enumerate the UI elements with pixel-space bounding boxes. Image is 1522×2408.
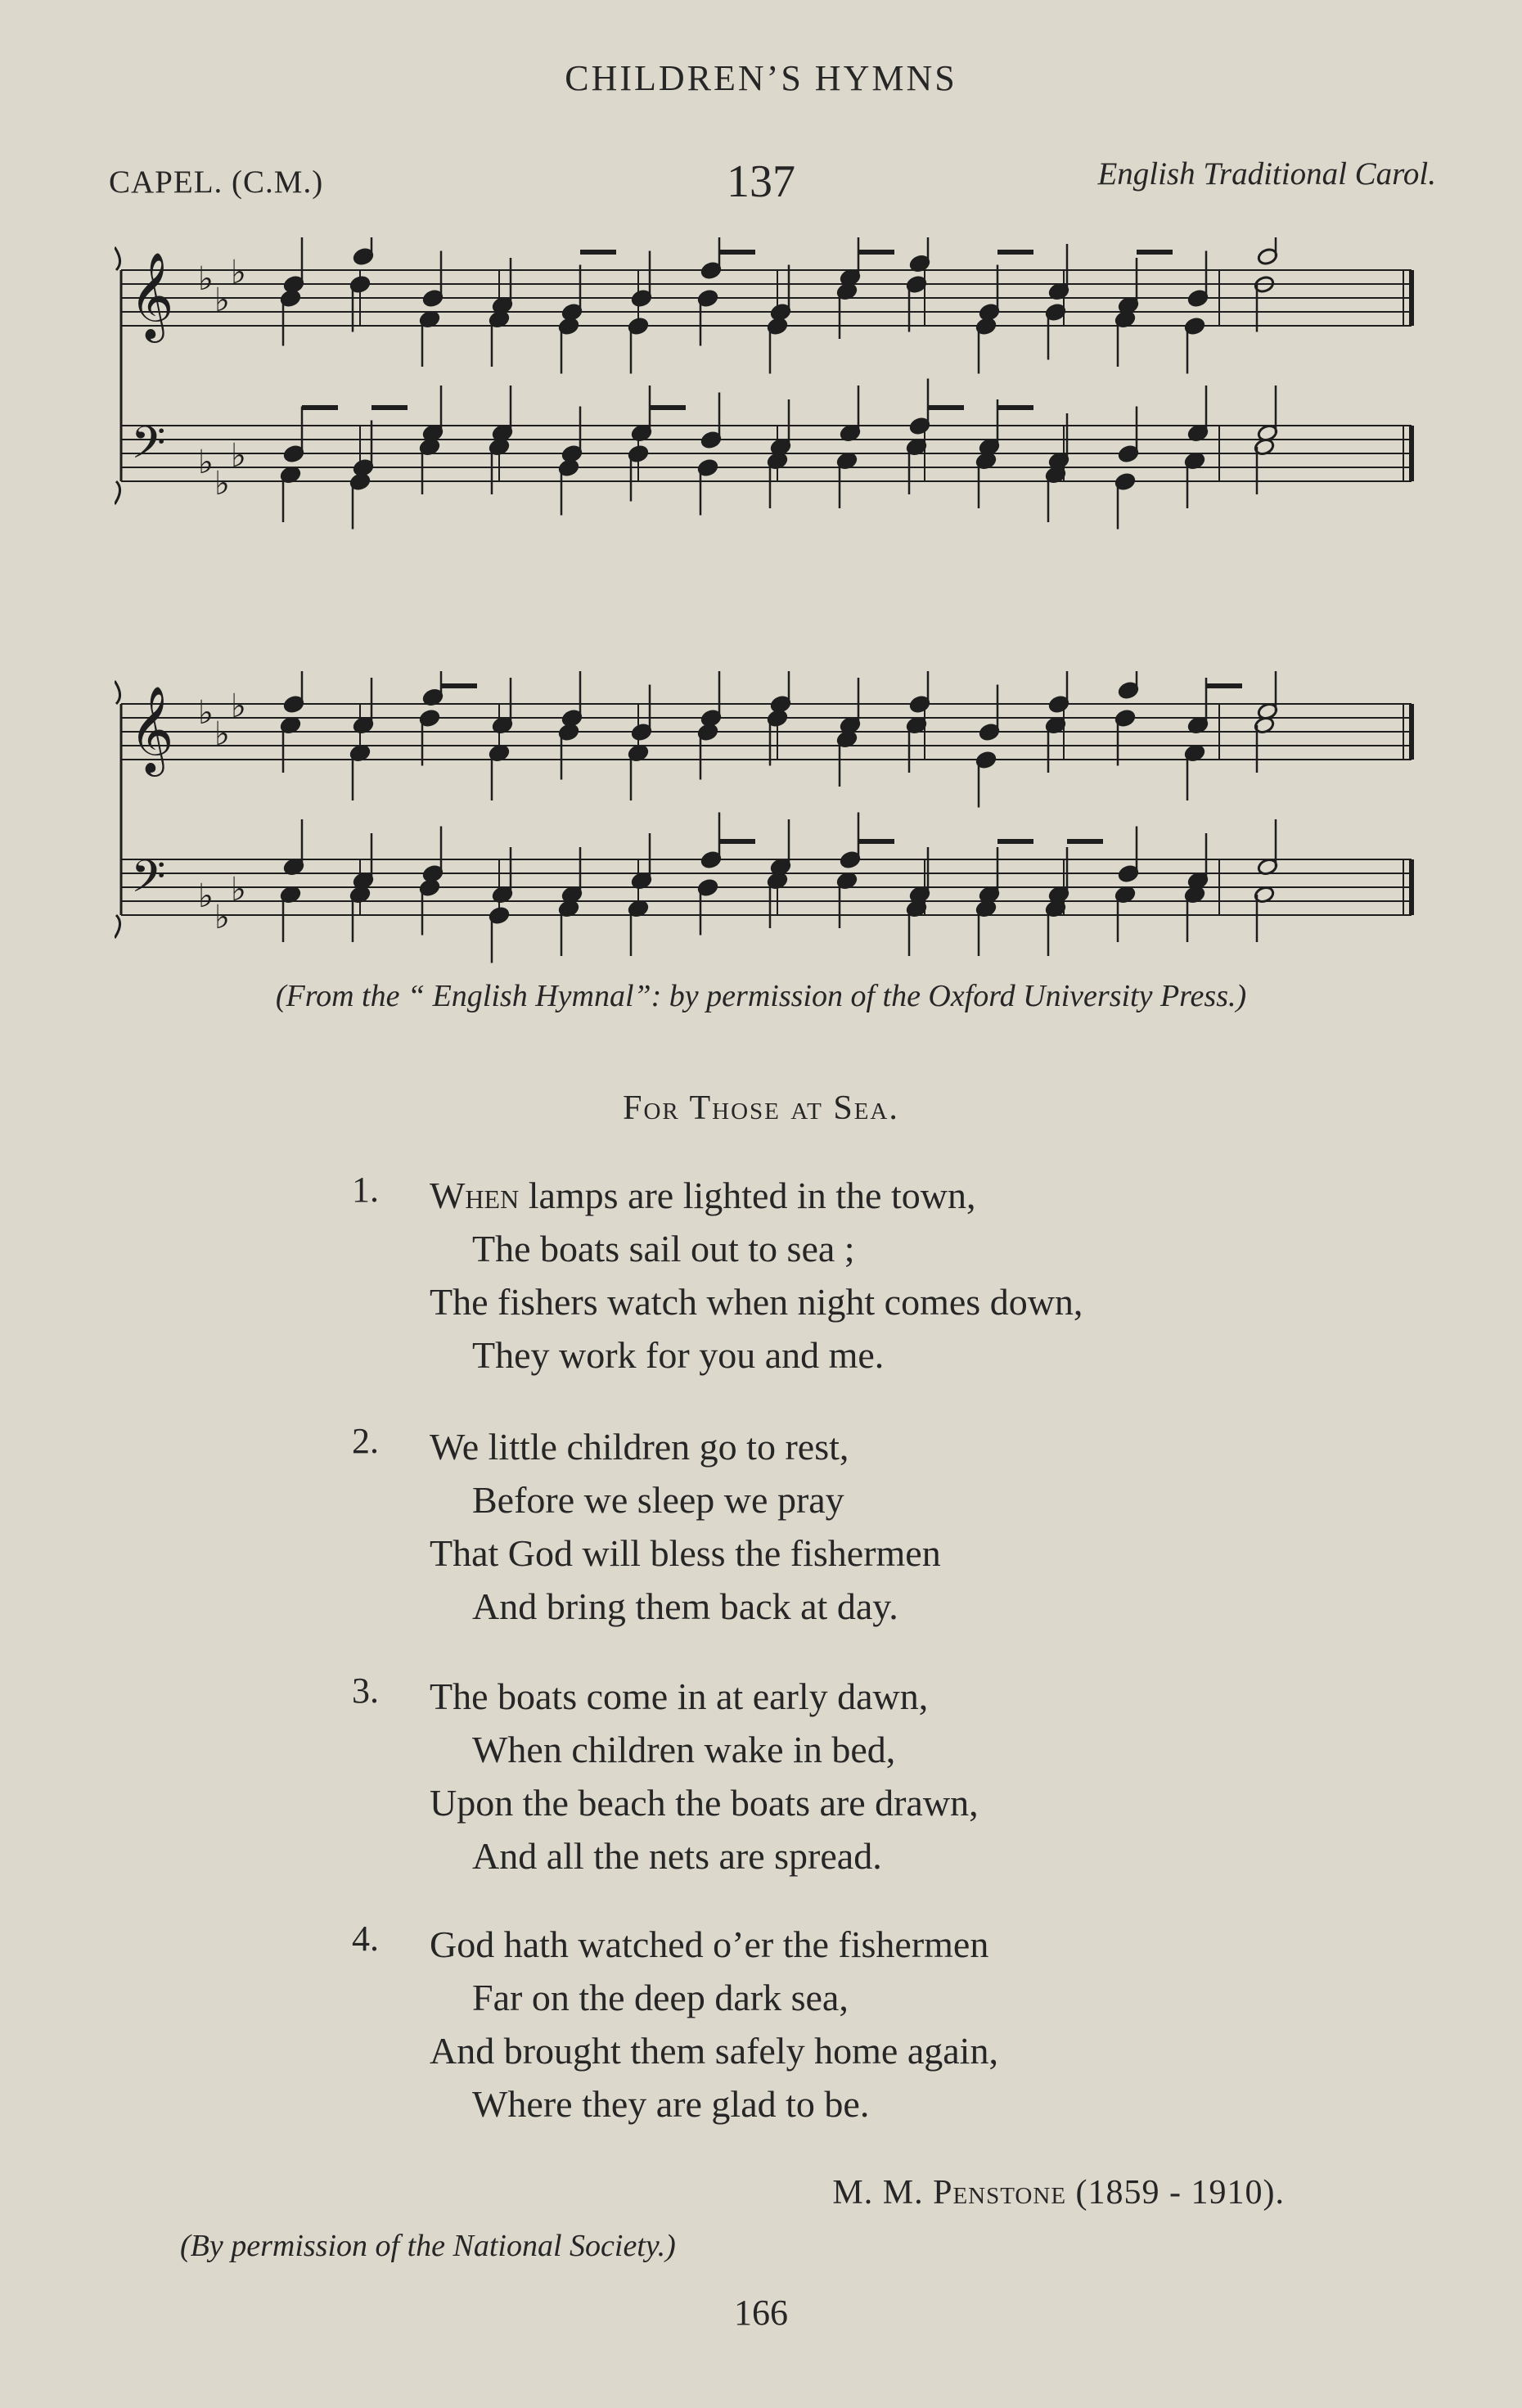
stanza-line: When lamps are lighted in the town, — [430, 1175, 976, 1216]
stanza-1 — [352, 1169, 1252, 1382]
svg-text:♭: ♭ — [198, 694, 214, 732]
stanza-line: Where they are glad to be. — [472, 2083, 870, 2125]
svg-text:♭: ♭ — [214, 899, 230, 936]
music-system-2 — [115, 671, 1424, 974]
page-number: 166 — [734, 2293, 788, 2333]
svg-text:♭: ♭ — [198, 260, 214, 298]
author-surname: Penstone — [933, 2174, 1067, 2212]
stanza-line: And brought them safely home again, — [430, 2030, 998, 2072]
stanza-line: That God will bless the fishermen — [430, 1532, 941, 1574]
hymn-title: For Those at Sea. — [623, 1089, 899, 1127]
stanza-4 — [352, 1918, 1252, 2131]
stanza-line: When children wake in bed, — [472, 1729, 896, 1770]
stanza-3 — [352, 1670, 1252, 1883]
author-attribution: M. M. Penstone (1859 - 1910). — [832, 2174, 1285, 2212]
svg-text:♭: ♭ — [214, 465, 230, 503]
stanza-line: And bring them back at day. — [472, 1585, 898, 1627]
stanza-first-word: When — [430, 1175, 520, 1216]
stanza-number: 3. — [352, 1671, 379, 1711]
tune-name: CAPEL. (C.M.) — [109, 165, 324, 200]
stanza-line: The fishers watch when night comes down, — [430, 1281, 1083, 1323]
stanza-line: Upon the beach the boats are drawn, — [430, 1782, 979, 1824]
music-engraving-1 — [115, 237, 1424, 540]
svg-text:𝄞: 𝄞 — [129, 685, 174, 773]
music-system-1 — [115, 237, 1424, 540]
svg-text:♭: ♭ — [231, 437, 246, 475]
svg-text:𝄢: 𝄢 — [131, 850, 166, 913]
stanza-number: 1. — [352, 1170, 379, 1210]
svg-text:♭: ♭ — [214, 715, 230, 753]
svg-text:♭: ♭ — [231, 688, 246, 725]
stanza-line: Far on the deep dark sea, — [472, 1977, 849, 2018]
stanza-line: We little children go to rest, — [430, 1426, 849, 1468]
stanza-line: Before we sleep we pray — [472, 1479, 844, 1521]
stanza-line: They work for you and me. — [472, 1334, 885, 1376]
words-permission-credit: (By permission of the National Society.) — [180, 2229, 676, 2263]
svg-text:♭: ♭ — [231, 871, 246, 909]
stanza-line: And all the nets are spread. — [472, 1835, 882, 1877]
tune-header — [0, 156, 1522, 205]
hymn-number: 137 — [727, 156, 795, 207]
svg-text:𝄢: 𝄢 — [131, 417, 166, 480]
stanza-line: The boats sail out to sea ; — [472, 1228, 855, 1269]
svg-text:♭: ♭ — [198, 444, 214, 481]
stanza-number: 2. — [352, 1421, 379, 1461]
tune-source: English Traditional Carol. — [1097, 156, 1436, 192]
svg-text:♭: ♭ — [198, 877, 214, 915]
music-engraving-2 — [115, 671, 1424, 974]
stanza-number: 4. — [352, 1919, 379, 1959]
stanza-line: The boats come in at early dawn, — [430, 1675, 929, 1717]
stanza-2 — [352, 1420, 1252, 1633]
running-head: CHILDREN’S HYMNS — [565, 58, 957, 98]
svg-text:𝄞: 𝄞 — [129, 251, 174, 339]
stanza-line: God hath watched o’er the fishermen — [430, 1923, 989, 1965]
svg-text:♭: ♭ — [231, 254, 246, 291]
svg-text:♭: ♭ — [214, 282, 230, 319]
music-permission-credit: (From the “ English Hymnal”: by permission of the Oxford University Press.) — [275, 979, 1247, 1013]
